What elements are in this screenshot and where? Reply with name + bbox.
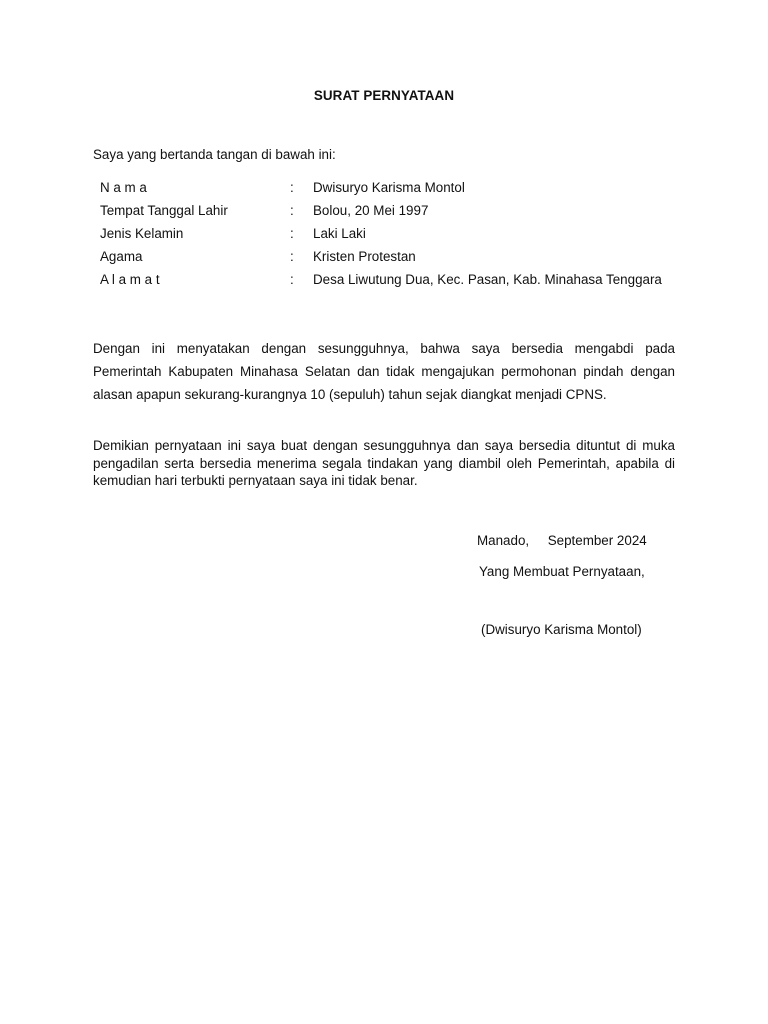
place-date: Manado, September 2024	[477, 533, 647, 548]
statement-paragraph: Dengan ini menyatakan dengan sesungguhnya, bahwa saya bersedia mengabdi pada Pemerintah Kabupaten Minahasa Selatan dan tidak mengajukan permohonan pindah dengan alasan apapun sekurang-kurangnya 10 (sepuluh) tahun sejak diangkat menjadi CPNS.	[93, 341, 675, 402]
identity-colon: :	[290, 203, 294, 218]
identity-row-address	[100, 271, 700, 294]
identity-table	[100, 179, 700, 294]
identity-value: Desa Liwutung Dua, Kec. Pasan, Kab. Minahasa Tenggara	[313, 272, 662, 287]
identity-row-gender	[100, 225, 700, 248]
identity-value: Dwisuryo Karisma Montol	[313, 180, 465, 195]
identity-label: Jenis Kelamin	[100, 226, 184, 241]
identity-label: Tempat Tanggal Lahir	[100, 203, 228, 218]
identity-value: Kristen Protestan	[313, 249, 416, 264]
identity-colon: :	[290, 180, 294, 195]
identity-value: Bolou, 20 Mei 1997	[313, 203, 429, 218]
intro-text: Saya yang bertanda tangan di bawah ini:	[93, 147, 336, 162]
identity-colon: :	[290, 226, 294, 241]
identity-row-birth	[100, 202, 700, 225]
identity-value: Laki Laki	[313, 226, 366, 241]
signer-title: Yang Membuat Pernyataan,	[479, 564, 645, 579]
identity-label: N a m a	[100, 180, 147, 195]
identity-row-name	[100, 179, 700, 202]
identity-label: A l a m a t	[100, 272, 160, 287]
identity-colon: :	[290, 249, 294, 264]
identity-colon: :	[290, 272, 294, 287]
closing-paragraph: Demikian pernyataan ini saya buat dengan sesungguhnya dan saya bersedia dituntut di muka pengadilan serta bersedia menerima segala tindakan yang diambil oleh Pemerintah, apabila di kemudian hari terbukti pernyataan saya ini tidak benar.	[93, 438, 675, 488]
identity-row-religion	[100, 248, 700, 271]
document-title: SURAT PERNYATAAN	[313, 88, 455, 103]
signer-name: (Dwisuryo Karisma Montol)	[481, 622, 642, 637]
identity-label: Agama	[100, 249, 143, 264]
